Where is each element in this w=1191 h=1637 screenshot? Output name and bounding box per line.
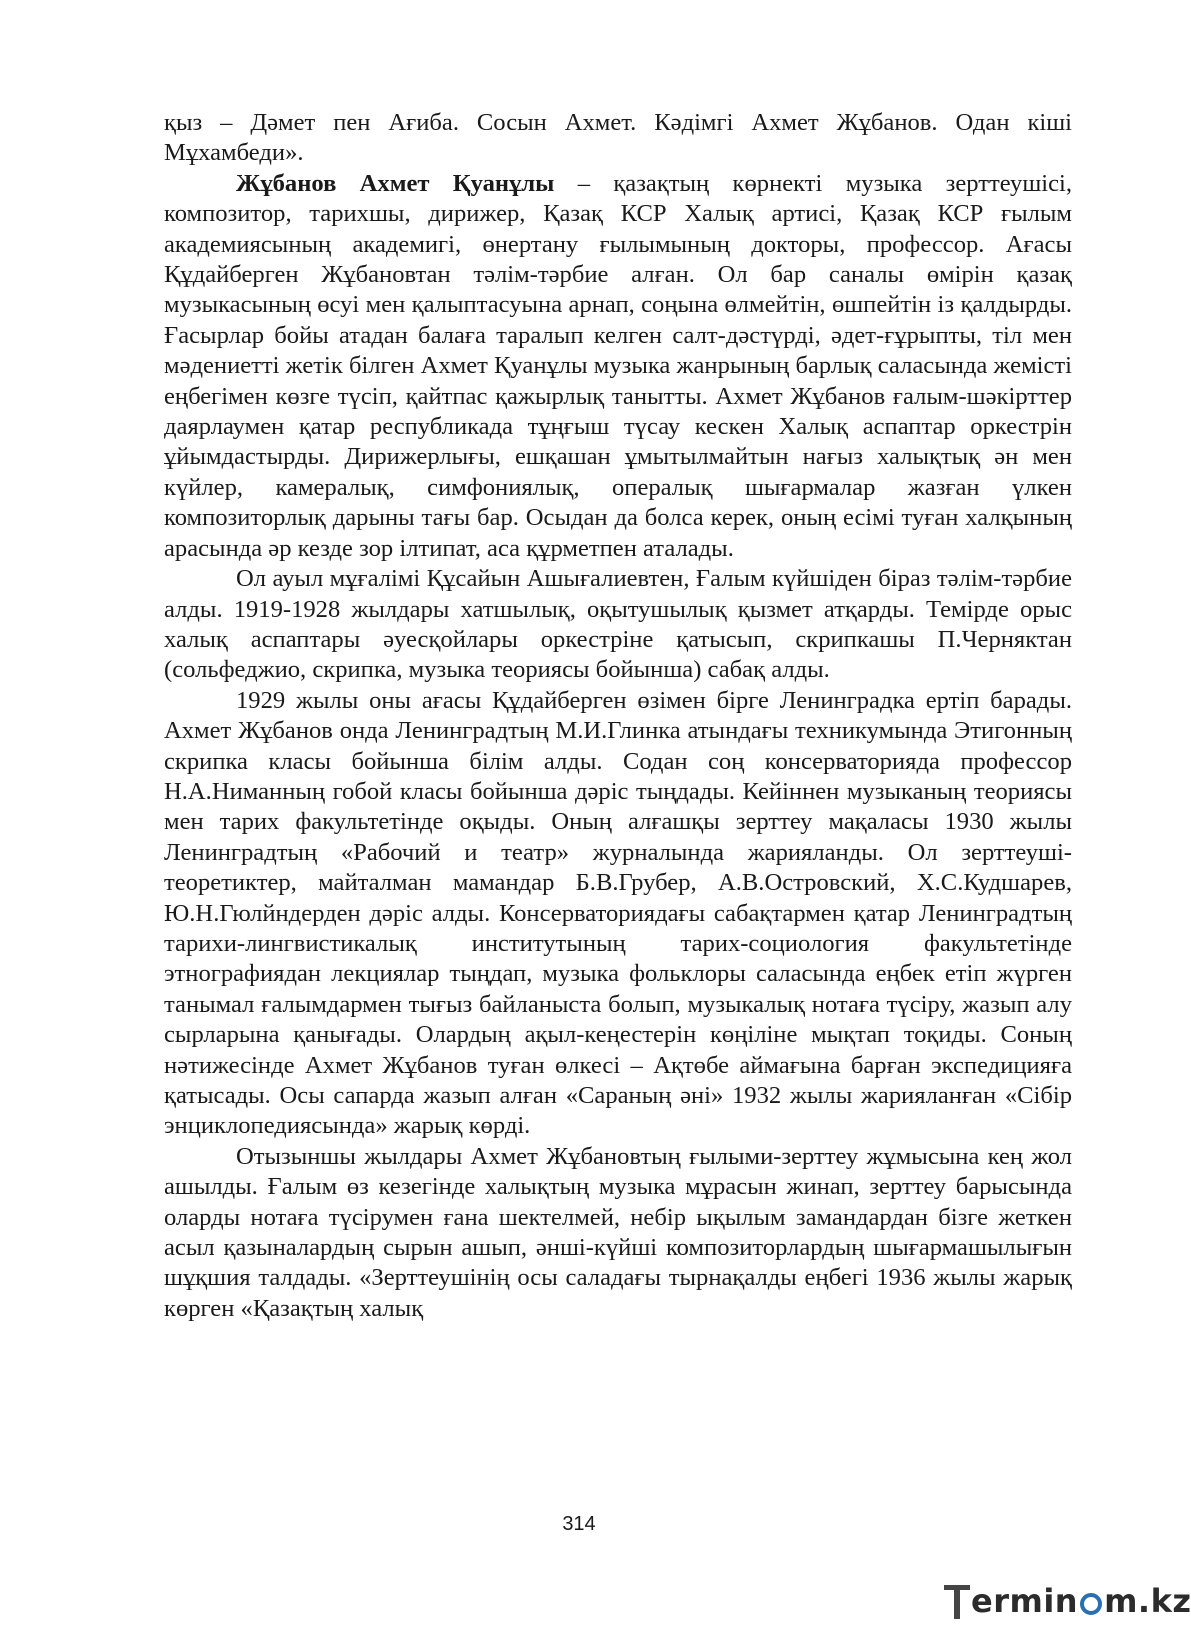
logo-t-icon xyxy=(944,1581,970,1621)
paragraph-1-text: қыз – Дәмет пен Ағиба. Сосын Ахмет. Кәдімгі Ахмет Жұбанов. Одан кіші Мұхамбеди». xyxy=(164,109,1072,167)
paragraph-3 xyxy=(164,564,1072,686)
page-body xyxy=(164,108,1072,1324)
paragraph-4 xyxy=(164,686,1072,1142)
paragraph-3-text: Ол ауыл мұғалімі Құсайын Ашығалиевтен, Ғалым күйшіден біраз тәлім-тәрбие алды. 1919-1928 жылдары хатшылық, оқытушылық қызмет атқарды. Темірде орыс халық аспаптары әуесқойлары оркестріне қатысып, скрипкашы П.Черняктан (сольфеджио, скрипка, музыка теориясы бойынша) сабақ алды. xyxy=(164,565,1072,684)
page-number: 314 xyxy=(562,1513,596,1535)
watermark-text-1: ermin xyxy=(971,1582,1079,1620)
logo-o-ring-icon xyxy=(1080,1593,1102,1615)
watermark-text-2: m.kz xyxy=(1104,1582,1191,1620)
paragraph-2 xyxy=(164,169,1072,564)
paragraph-5 xyxy=(164,1142,1072,1324)
paragraph-2-bold-lead: Жұбанов Ахмет Қуанұлы xyxy=(236,169,555,197)
paragraph-1 xyxy=(164,108,1072,169)
paragraph-4-text: 1929 жылы оны ағасы Құдайберген өзімен бірге Ленинградка ертіп барады. Ахмет Жұбанов онда Ленинградтың М.И.Глинка атындағы техникумында Этигонның скрипка класы бойынша білім алды. Содан соң консерваторияда профессор Н.А.Ниманның гобой класы бойынша дәріс тыңдады. Кейіннен музыканың теориясы мен тарих факультетінде оқыды. Оның алғашқы зерттеу мақаласы 1930 жылы Ленинградтың «Рабочий и театр» журналында жарияланды. Ол зерттеуші-теоретиктер, майталман мамандар Б.В.Грубер, А.В.Островский, Х.С.Кудшарев, Ю.Н.Гюлйндерден дәріс алды. Консерваториядағы сабақтармен қатар Ленинградтың тарихи-лингвистикалық институтының тарих-социология факультетінде этнографиядан лекциялар тыңдап, музыка фольклоры саласында еңбек етіп жүрген танымал ғалымдармен тығыз байланыста болып, музыкалық нотаға түсіру, жазып алу сырларына қанығады. Олардың ақыл-кеңестерін көңіліне мықтап тоқиды. Соның нәтижесінде Ахмет Жұбанов туған өлкесі – Ақтөбе аймағына барған экспедицияға қатысады. Осы сапарда жазып алған «Сараның әні» 1932 жылы жарияланған «Сібір энциклопедиясында» жарық көрді. xyxy=(164,686,1072,1140)
paragraph-2-text: – қазақтың көрнекті музыка зерттеушісі, композитор, тарихшы, дирижер, Қазақ КСР Халық артисі, Қазақ КСР ғылым академиясының академигі, өнертану ғылымының докторы, профессор. Ағасы Құдайберген Жұбановтан тәлім-тәрбие алған. Ол бар саналы өмірін қазақ музыкасының өсуі мен қалыптасуына арнап, соңына өлмейтін, өшпейтін із қалдырды. Ғасырлар бойы атадан балаға таралып келген салт-дәстүрді, әдет-ғұрыпты, тіл мен мәдениетті жетік білген Ахмет Қуанұлы музыка жанрының барлық саласында жемісті еңбегімен көзге түсіп, қайтпас қажырлық танытты. Ахмет Жұбанов ғалым-шәкірттер даярлаумен қатар республикада тұңғыш түсау кескен Халық аспаптар оркестрін ұйымдастырды. Дирижерлығы, ешқашан ұмытылмайтын нағыз халықтық ән мен күйлер, камералық, симфониялық, опералық шығармалар жазған үлкен композиторлық дарыны тағы бар. Осыдан да болса керек, оның есімі туған халқының арасында әр кезде зор ілтипат, аса құрметпен аталады. xyxy=(164,169,1072,562)
termincom-watermark-logo xyxy=(944,1578,1191,1624)
paragraph-5-text: Отызыншы жылдары Ахмет Жұбановтың ғылыми-зерттеу жұмысына кең жол ашылды. Ғалым өз кезегінде халықтың музыка мұрасын жинап, зерттеу барысында оларды нотаға түсірумен ғана шектелмей, небір ықылым замандардан бізге жеткен асыл қазыналардың сырын ашып, әнші-күйші композиторлардың шығармашылығын шұқшия талдады. «Зерттеушінің осы саладағы тырнақалды еңбегі 1936 жылы жарық көрген «Қазақтың халық xyxy=(164,1142,1072,1322)
